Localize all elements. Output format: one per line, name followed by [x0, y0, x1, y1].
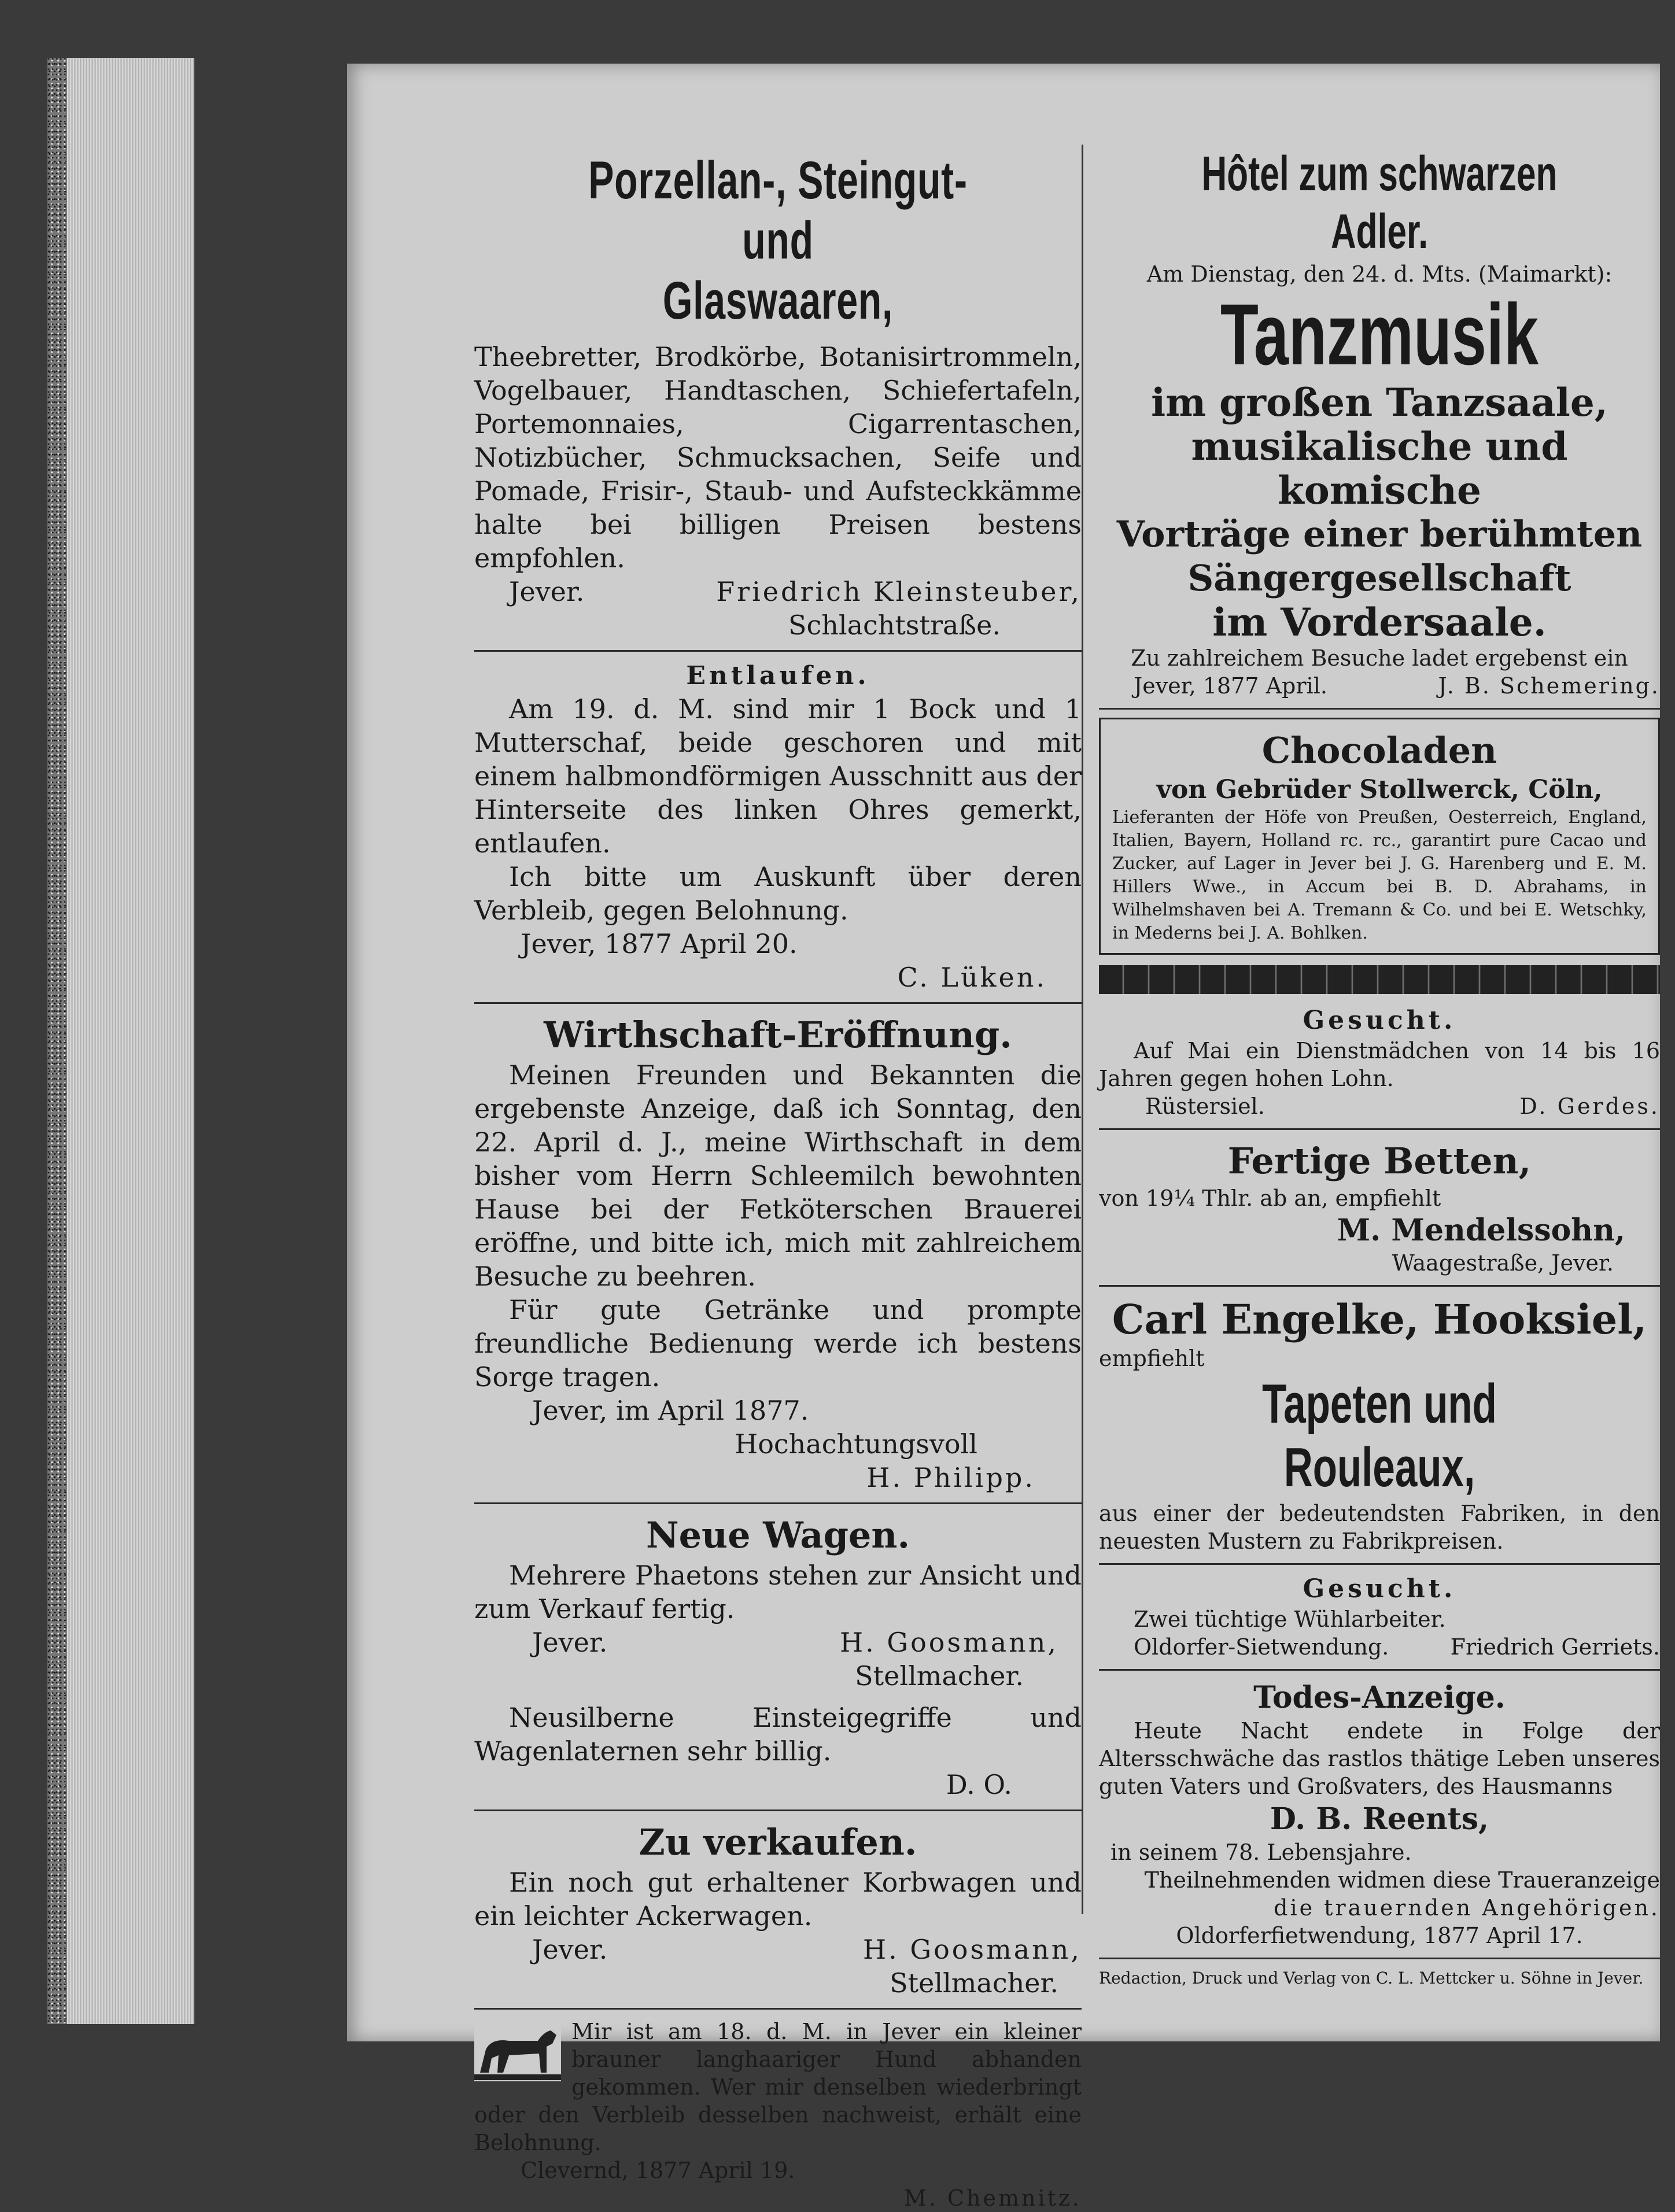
- ad-wagen: [474, 1512, 1082, 1801]
- ad-body: Mir ist am 18. d. M. in Jever ein kleiner brauner langhaariger Hund abhanden gekommen. Wer mir denselben wiederbringt oder den Verbleib desselben nachweist, erhält eine Belohnung.: [474, 2019, 1082, 2155]
- ad-porzellan-title: Porzellan-, Steingut- und: [588, 151, 968, 270]
- column-divider: [1082, 145, 1083, 1914]
- ad-porzellan-signature: [474, 575, 1082, 608]
- deceased-name: D. B. Reents,: [1270, 1801, 1489, 1837]
- ad-heading: Wirthschaft-Eröffnung.: [544, 1014, 1012, 1056]
- ad-body: Am 19. d. M. sind mir 1 Bock und 1 Mutterschaf, beide geschoren und mit einem halbmondförmigen Ausschnitt aus der Hinterseite des linken Ohres gemerkt, entlaufen.: [474, 693, 1082, 859]
- initials: D. O.: [946, 1769, 1012, 1800]
- ad-heading: Chocoladen: [1261, 729, 1497, 771]
- signature-trade: Stellmacher.: [890, 1967, 1058, 1999]
- signature-trade: Stellmacher.: [855, 1660, 1024, 1692]
- newspaper-page: [347, 64, 1660, 2211]
- separator: [1099, 1128, 1660, 1130]
- place: Rüstersiel.: [1145, 1094, 1265, 1119]
- separator: [1099, 1958, 1660, 1959]
- signature-name: M. Chemnitz.: [903, 2185, 1082, 2211]
- separator: [1099, 1563, 1660, 1565]
- place: Jever.: [532, 1934, 608, 1965]
- signature-name: D. Gerdes.: [1519, 1094, 1660, 1119]
- signature-name: J. B. Schemering.: [1438, 673, 1660, 699]
- ad-betten: [1099, 1138, 1660, 1277]
- ad-signature: [474, 1933, 1082, 1966]
- decorative-bar: [1099, 965, 1660, 994]
- ad-body: Mehrere Phaetons stehen zur Ansicht und zum Verkauf fertig.: [474, 1560, 1082, 1624]
- separator: [474, 2008, 1082, 2010]
- ad-body-2: Ich bitte um Auskunft über deren Verbleib, gegen Belohnung.: [474, 861, 1082, 926]
- ad-product: Tapeten und Rouleaux,: [1262, 1373, 1497, 1498]
- recommends: empfiehlt: [1099, 1346, 1205, 1371]
- separator: [474, 650, 1082, 652]
- ad-porzellan-body: Theebretter, Brodkörbe, Botanisirtrommeln, Vogelbauer, Handtaschen, Schiefertafeln, Portemonnaies, Cigarrentaschen, Notizbücher, Schmucksachen, Seife und Pomade, Frisir-, Staub- und Aufsteckkämme halte bei billigen Preisen bestens empfohlen.: [474, 341, 1082, 574]
- ad-body: von 19¼ Thlr. ab an, empfiehlt: [1099, 1186, 1441, 1211]
- ad-hotel-line2: musikalische und komische: [1191, 424, 1568, 513]
- ad-heading: Zu verkaufen.: [639, 1821, 917, 1863]
- ad-date: Jever, 1877 April 20.: [521, 928, 798, 959]
- ad-heading: Neue Wagen.: [645, 1514, 910, 1556]
- ad-signature: [1099, 1633, 1660, 1661]
- ad-date: Oldorferfietwendung, 1877 April 17.: [1176, 1923, 1583, 1948]
- ad-hotel-subtitle: Am Dienstag, den 24. d. Mts. (Maimarkt):: [1146, 261, 1613, 287]
- ad-hotel-line1: im großen Tanzsaale,: [1151, 380, 1608, 425]
- left-column: [474, 150, 1082, 2212]
- ad-heading: Gesucht.: [1303, 1574, 1456, 1604]
- book-page-edges: [47, 58, 194, 2024]
- ad-entlaufen: [474, 660, 1082, 994]
- ad-signature: [1099, 1092, 1660, 1120]
- ad-heading: Gesucht.: [1303, 1006, 1456, 1035]
- imprint-footer: Redaction, Druck und Verlag von C. L. Mettcker u. Söhne in Jever.: [1099, 1969, 1644, 1988]
- ad-heading: Carl Engelke, Hooksiel,: [1112, 1295, 1647, 1343]
- right-column: [1099, 145, 1660, 1989]
- marbled-cover-edge: [47, 58, 67, 2024]
- ad-body: aus einer der bedeutendsten Fabriken, in den neuesten Mustern zu Fabrikpreisen.: [1099, 1501, 1660, 1554]
- signature-name: Friedrich Kleinsteuber,: [716, 576, 1082, 607]
- ad-body: Auf Mai ein Dienstmädchen von 14 bis 16 Jahren gegen hohen Lohn.: [1099, 1038, 1660, 1091]
- ad-body: Zwei tüchtige Wühlarbeiter.: [1134, 1607, 1446, 1632]
- ad-heading: Fertige Betten,: [1227, 1140, 1532, 1182]
- separator: [474, 1002, 1082, 1004]
- ad-hotel-signature: [1099, 672, 1660, 700]
- signature-address: Waagestraße, Jever.: [1392, 1250, 1614, 1276]
- signature-name: H. Goosmann,: [862, 1934, 1082, 1965]
- ad-body-2: Für gute Getränke und prompte freundliche Bedienung werde ich bestens Sorge tragen.: [474, 1294, 1082, 1393]
- ad-gesucht-1: [1099, 1005, 1660, 1120]
- ad-chocoladen: [1099, 718, 1660, 955]
- ad-wirthschaft: [474, 1012, 1082, 1494]
- ad-engelke: [1099, 1295, 1660, 1555]
- ad-body: Ein noch gut erhaltener Korbwagen und ein leichter Ackerwagen.: [474, 1867, 1082, 1932]
- ad-signature: [474, 1626, 1082, 1659]
- ad-date: Jever, 1877 April.: [1134, 673, 1327, 699]
- ad-porzellan: [474, 150, 1082, 642]
- ad-heading: Entlaufen.: [686, 661, 870, 690]
- signature-name: C. Lüken.: [897, 962, 1047, 993]
- ad-body: Lieferanten der Höfe von Preußen, Oesterreich, England, Italien, Bayern, Holland rc. rc., garantirt pure Cacao und Zucker, auf Lager in Jever bei J. G. Harenberg und E. M. Hillers Wwe., in Accum bei B. D. Abrahams, in Wilhelmshaven bei A. Tremann & Co. und bei E. Wetschky, in Mederns bei J. A. Bohlken.: [1112, 807, 1647, 943]
- ad-date: Clevernd, 1877 April 19.: [521, 2158, 795, 2183]
- signature-name: Friedrich Gerriets.: [1450, 1634, 1660, 1660]
- greeting: Hochachtungsvoll: [735, 1428, 977, 1460]
- signature-name: H. Goosmann,: [839, 1627, 1058, 1658]
- place: Jever.: [509, 576, 585, 607]
- ad-hotel-tanz: Tanzmusik: [1220, 286, 1539, 383]
- ad-gesucht-2: [1099, 1573, 1660, 1661]
- ad-body-2: Theilnehmenden widmen diese Traueranzeige: [1144, 1867, 1660, 1893]
- signature-address: Schlachtstraße.: [788, 610, 1001, 641]
- place: Oldorfer-Sietwendung.: [1134, 1634, 1389, 1660]
- ad-body: Heute Nacht endete in Folge der Altersschwäche das rastlos thätige Leben unseres guten Vaters und Großvaters, des Hausmanns: [1099, 1718, 1660, 1799]
- ad-subheading: von Gebrüder Stollwerck, Cöln,: [1156, 775, 1603, 804]
- ad-hotel-title: Hôtel zum schwarzen Adler.: [1201, 146, 1558, 259]
- ad-hotel: [1099, 145, 1660, 700]
- place: Jever.: [532, 1627, 608, 1658]
- ad-verkaufen: [474, 1819, 1082, 2000]
- deceased-age: in seinem 78. Lebensjahre.: [1110, 1840, 1412, 1865]
- signature-name: H. Philipp.: [866, 1462, 1035, 1493]
- signature-name: M. Mendelssohn,: [1337, 1213, 1625, 1248]
- separator: [474, 1502, 1082, 1504]
- separator: [1099, 1669, 1660, 1671]
- ad-body-2: Neusilberne Einsteigegriffe und Wagenlaternen sehr billig.: [474, 1702, 1082, 1767]
- dog-icon: [474, 2018, 561, 2081]
- separator: [1099, 708, 1660, 710]
- ad-body: Meinen Freunden und Bekannten die ergebenste Anzeige, daß ich Sonntag, den 22. April d. J., meine Wirthschaft in dem bisher vom Herrn Schleemilch bewohnten Hause bei der Fetköterschen Brauerei eröffne, und bitte ich, mich mit zahlreichem Besuche zu beehren.: [474, 1059, 1082, 1292]
- mourners: die trauernden Angehörigen.: [1274, 1895, 1660, 1921]
- ad-porzellan-title-2: Glaswaaren,: [662, 271, 894, 330]
- ad-hund: [474, 2018, 1082, 2212]
- ad-hotel-invite: Zu zahlreichem Besuche ladet ergebenst ein: [1131, 645, 1628, 671]
- ad-hotel-line4: im Vordersaale.: [1212, 600, 1547, 645]
- ad-heading: Todes-Anzeige.: [1253, 1680, 1506, 1715]
- ad-todes: [1099, 1679, 1660, 1949]
- separator: [474, 1810, 1082, 1811]
- ad-date: Jever, im April 1877.: [532, 1395, 809, 1426]
- ad-hotel-line3: Vorträge einer berühmten Sängergesellschaft: [1116, 513, 1643, 599]
- separator: [1099, 1285, 1660, 1287]
